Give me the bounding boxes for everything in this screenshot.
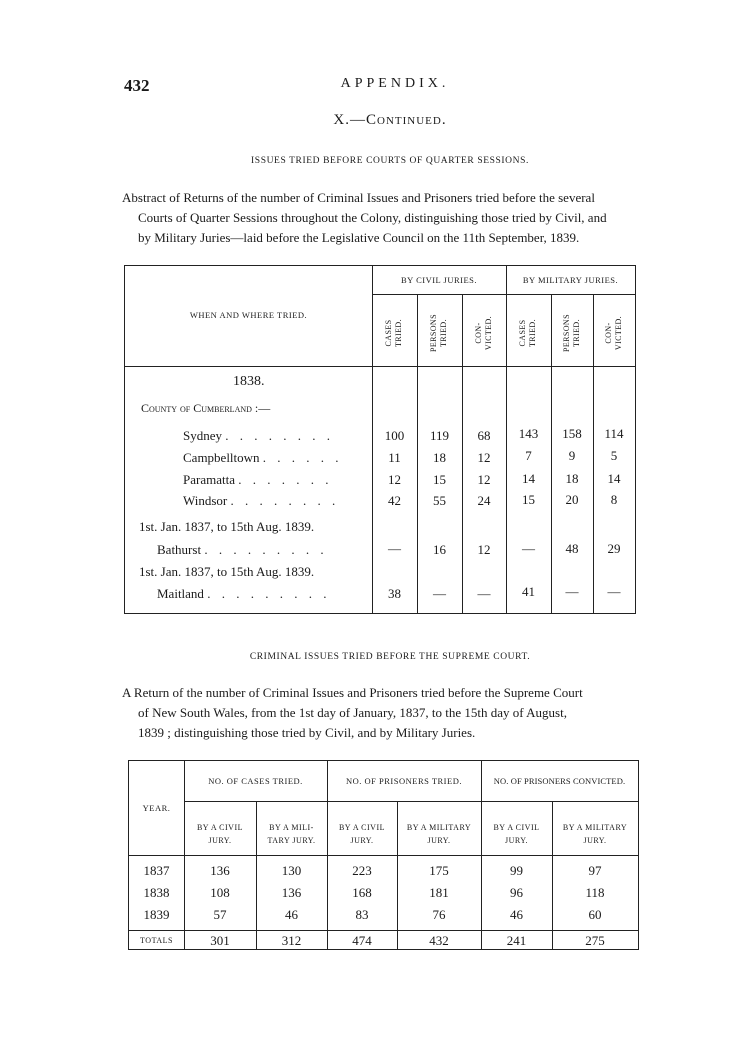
civil-cases-subheader: CASES TRIED. xyxy=(384,319,403,347)
military-cases-cell: 7 xyxy=(525,448,532,463)
value-cell: 181 xyxy=(429,885,449,900)
value-cell: 83 xyxy=(355,907,369,922)
military-persons-cell: — xyxy=(565,584,579,599)
running-head: APPENDIX. xyxy=(340,76,450,91)
military-cases-cell: 15 xyxy=(522,492,535,507)
civil-persons-subheader: PERSONS TRIED. xyxy=(429,314,448,352)
value-cell: 57 xyxy=(213,907,227,922)
abstract-line: by Military Juries—laid before the Legislative Council on the 11th September, 1839. xyxy=(138,230,580,245)
page-number: 432 xyxy=(124,76,150,95)
civil-convicted-subheader: CON- VICTED. xyxy=(474,315,493,351)
quarter-sessions-abstract xyxy=(122,188,607,248)
civil-convicted-cell: 24 xyxy=(477,493,491,508)
military-cases-cell: 143 xyxy=(518,426,539,441)
military-cases-cell: 41 xyxy=(522,584,535,599)
value-cell: 168 xyxy=(352,885,372,900)
leader-dots: . . . . . . . . . xyxy=(207,586,331,601)
civil-persons-cell: 16 xyxy=(433,542,446,557)
total-cell: 312 xyxy=(281,933,302,948)
return-line: of New South Wales, from the 1st day of January, 1837, to the 15th day of August, xyxy=(138,705,567,720)
military-convicted-cell: 5 xyxy=(610,448,618,463)
leader-dots: . . . . . . xyxy=(262,450,343,465)
civil-convicted-cell: — xyxy=(477,586,491,601)
value-cell: 175 xyxy=(429,863,449,878)
military-convicted-cell: 8 xyxy=(610,492,618,507)
place-name: Paramatta xyxy=(183,472,235,487)
military-persons-cell: 9 xyxy=(568,448,576,463)
period-label: 1st. Jan. 1837, to 15th Aug. 1839. xyxy=(139,564,315,579)
value-cell: 76 xyxy=(432,907,446,922)
return-line: A Return of the number of Criminal Issues and Prisoners tried before the Supreme Court xyxy=(122,685,583,700)
value-cell: 60 xyxy=(588,907,602,922)
military-persons-cell: 20 xyxy=(565,492,579,507)
leader-dots: . . . . . . . . xyxy=(225,428,334,443)
total-cell: 275 xyxy=(585,933,605,948)
leader-dots: . . . . . . . xyxy=(238,472,333,487)
total-cell: 301 xyxy=(210,933,230,948)
civil-convicted-cell: 12 xyxy=(477,472,491,487)
military-convicted-cell: 14 xyxy=(607,471,621,486)
prisoners-tried-header: NO. OF PRISONERS TRIED. xyxy=(346,776,462,786)
civil-persons-cell: — xyxy=(433,586,446,601)
leader-dots: . . . . . . . . xyxy=(230,493,340,508)
supreme-court-table xyxy=(128,760,639,950)
supreme-court-heading: CRIMINAL ISSUES TRIED BEFORE THE SUPREME COURT. xyxy=(249,652,531,662)
civil-persons-cell: 55 xyxy=(433,493,446,508)
civil-persons-cell: 15 xyxy=(433,472,446,487)
sub-header: BY A MILITARY JURY. xyxy=(406,823,472,845)
value-cell: 130 xyxy=(281,863,302,878)
civil-persons-cell: 119 xyxy=(429,428,450,443)
county-label: County of Cumberland :— xyxy=(141,401,271,415)
place-name: Bathurst xyxy=(157,542,202,557)
military-persons-cell: 158 xyxy=(562,426,582,441)
military-convicted-subheader: CON- VICTED. xyxy=(604,315,623,351)
civil-cases-cell: 11 xyxy=(388,450,401,465)
place-name: Windsor xyxy=(183,493,228,508)
military-cases-cell: — xyxy=(522,541,535,556)
value-cell: 118 xyxy=(585,885,605,900)
place-name: Maitland xyxy=(157,586,204,601)
total-cell: 241 xyxy=(506,933,527,948)
prisoners-convicted-header: NO. OF PRISONERS CONVICTED. xyxy=(493,776,626,786)
abstract-line: Courts of Quarter Sessions throughout the Colony, distinguishing those tried by Civil, and xyxy=(138,210,607,225)
value-cell: 108 xyxy=(210,885,230,900)
sub-header: BY A MILI- TARY JURY. xyxy=(267,823,316,845)
military-persons-cell: 48 xyxy=(565,541,579,556)
when-where-header: WHEN AND WHERE TRIED. xyxy=(189,310,308,320)
header-rule xyxy=(129,855,638,856)
year-header: YEAR. xyxy=(142,803,171,813)
total-cell: 432 xyxy=(429,933,449,948)
civil-convicted-cell: 12 xyxy=(477,450,491,465)
header-rule xyxy=(125,366,635,367)
totals-label: TOTALS xyxy=(140,936,173,945)
military-convicted-cell: — xyxy=(607,584,621,599)
sub-header: BY A CIVIL JURY. xyxy=(493,823,540,845)
year-label: 1838. xyxy=(233,374,265,389)
military-juries-header: BY MILITARY JURIES. xyxy=(522,275,619,285)
return-line: 1839 ; distinguishing those tried by Civil, and by Military Juries. xyxy=(138,725,476,740)
military-persons-subheader: PERSONS TRIED. xyxy=(562,314,581,352)
military-persons-cell: 18 xyxy=(565,471,579,486)
sub-header: BY A CIVIL JURY. xyxy=(338,823,386,845)
abstract-line: Abstract of Returns of the number of Criminal Issues and Prisoners tried before the several xyxy=(122,190,595,205)
value-cell: 136 xyxy=(281,885,302,900)
value-cell: 96 xyxy=(510,885,523,900)
quarter-sessions-heading: ISSUES TRIED BEFORE COURTS OF QUARTER SESSIONS. xyxy=(251,156,529,166)
year-cell: 1839 xyxy=(143,907,170,922)
value-cell: 223 xyxy=(352,863,372,878)
header-rule xyxy=(372,294,635,295)
cases-tried-header: NO. OF CASES TRIED. xyxy=(208,776,303,786)
supreme-court-return xyxy=(122,683,583,743)
place-name: Campbelltown xyxy=(183,450,260,465)
header-rule xyxy=(184,801,638,802)
leader-dots: . . . . . . . . . xyxy=(204,542,328,557)
civil-convicted-cell: 12 xyxy=(477,542,491,557)
section-title: X.—Continued. xyxy=(333,112,447,128)
military-cases-cell: 14 xyxy=(522,471,535,486)
civil-juries-header: BY CIVIL JURIES. xyxy=(400,275,478,285)
military-convicted-cell: 114 xyxy=(604,426,624,441)
civil-cases-cell: 42 xyxy=(388,493,401,508)
value-cell: 97 xyxy=(588,863,602,878)
civil-convicted-cell: 68 xyxy=(477,428,491,443)
period-label: 1st. Jan. 1837, to 15th Aug. 1839. xyxy=(139,519,315,534)
military-cases-subheader: CASES TRIED. xyxy=(518,319,537,347)
military-convicted-cell: 29 xyxy=(607,541,621,556)
civil-cases-cell: 12 xyxy=(388,472,401,487)
civil-cases-cell: 100 xyxy=(384,428,405,443)
totals-rule xyxy=(129,930,638,931)
value-cell: 136 xyxy=(210,863,230,878)
place-name: Sydney xyxy=(183,428,222,443)
year-cell: 1837 xyxy=(143,863,170,878)
sub-header: BY A CIVIL JURY. xyxy=(196,823,244,845)
civil-cases-cell: — xyxy=(388,541,401,556)
civil-persons-cell: 18 xyxy=(433,450,446,465)
year-cell: 1838 xyxy=(143,885,170,900)
quarter-sessions-table xyxy=(124,265,636,614)
total-cell: 474 xyxy=(352,933,372,948)
value-cell: 46 xyxy=(510,907,523,922)
value-cell: 99 xyxy=(510,863,523,878)
civil-cases-cell: 38 xyxy=(388,586,401,601)
value-cell: 46 xyxy=(285,907,298,922)
sub-header: BY A MILITARY JURY. xyxy=(562,823,628,845)
